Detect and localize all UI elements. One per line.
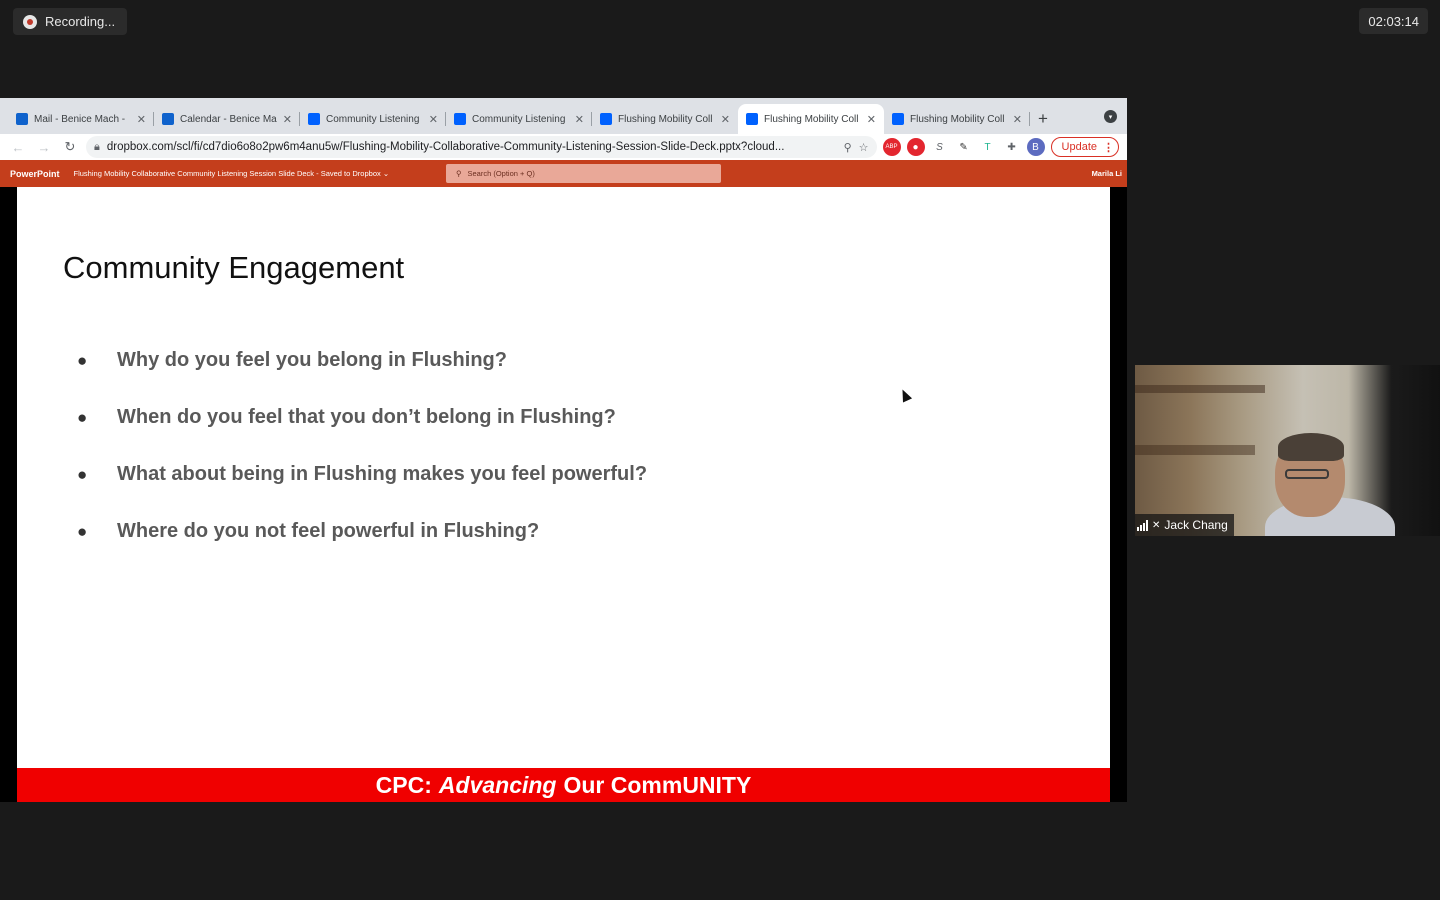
footer-suffix: Our CommUNITY — [563, 771, 752, 798]
participant-video-tile[interactable] — [1135, 365, 1440, 536]
bullet-text: Why do you feel you belong in Flushing? — [117, 349, 507, 371]
document-title[interactable]: Flushing Mobility Collaborative Community Listening Session Slide Deck - Saved to Dropbox ⌄ — [73, 169, 390, 178]
participant-name-tag — [1135, 514, 1234, 536]
tab-label: Calendar - Benice Ma — [180, 113, 277, 125]
list-item — [77, 332, 647, 389]
background-shelf — [1135, 385, 1265, 393]
footer-emphasis: Advancing — [438, 771, 557, 798]
adblock-icon[interactable]: ABP — [883, 138, 901, 156]
search-placeholder: Search (Option + Q) — [467, 169, 535, 178]
url-text: dropbox.com/scl/fi/cd7dio6o8o2pw6m4anu5w/Flushing-Mobility-Collaborative-Community-Listening-Session-Slide-Deck.pptx?cloud... — [106, 141, 785, 153]
extension-s-icon[interactable]: S — [936, 141, 943, 153]
list-item — [77, 446, 647, 503]
tab-search-icon[interactable]: ▾ — [1104, 110, 1117, 123]
recording-label: Recording... — [45, 14, 116, 29]
tab-label: Flushing Mobility Coll — [764, 113, 859, 125]
extension-pen-icon[interactable]: ✎ — [959, 141, 968, 153]
bullet-icon: ● — [77, 521, 88, 541]
extension-t-icon[interactable]: T — [984, 141, 991, 153]
powerpoint-header — [0, 160, 1127, 187]
app-name[interactable]: PowerPoint — [10, 168, 60, 179]
zoom-icon[interactable]: ⚲ — [843, 141, 852, 154]
close-icon[interactable]: ✕ — [1012, 113, 1022, 126]
participant-glasses — [1285, 469, 1329, 479]
slide-viewport — [0, 187, 1127, 802]
meeting-timer: 02:03:14 — [1359, 8, 1428, 34]
puzzle-icon[interactable]: ✚ — [1007, 141, 1016, 153]
list-item — [77, 503, 647, 560]
bullet-icon: ● — [77, 350, 88, 370]
slide-title: Community Engagement — [63, 250, 405, 285]
bookmark-star-icon[interactable]: ☆ — [858, 141, 869, 154]
bullet-icon: ● — [77, 464, 88, 484]
bullet-text: When do you feel that you don’t belong in Flushing? — [117, 406, 616, 428]
tab-label: Community Listening — [472, 113, 566, 125]
bullet-icon: ● — [77, 407, 88, 427]
profile-avatar[interactable]: B — [1027, 138, 1045, 156]
list-item — [77, 389, 647, 446]
forward-icon[interactable]: → — [37, 139, 51, 155]
slide — [17, 187, 1110, 802]
close-icon[interactable]: ✕ — [428, 113, 438, 126]
close-icon[interactable]: ✕ — [866, 113, 876, 126]
bullet-text: Where do you not feel powerful in Flushing? — [117, 520, 540, 542]
tab-mail[interactable] — [8, 104, 154, 134]
participant-name: Jack Chang — [1164, 518, 1228, 532]
tab-label: Community Listening — [326, 113, 420, 125]
tab-label: Flushing Mobility Coll — [618, 113, 713, 125]
record-icon — [23, 15, 37, 29]
tab-flushing-mobility-active[interactable] — [738, 104, 884, 134]
slide-footer-banner — [17, 768, 1110, 802]
recording-indicator[interactable] — [13, 8, 127, 35]
tab-community-listening-2[interactable] — [446, 104, 592, 134]
dropbox-icon — [454, 113, 466, 125]
background-shelf — [1135, 445, 1255, 455]
tab-label: Flushing Mobility Coll — [910, 113, 1005, 125]
address-bar[interactable] — [86, 136, 877, 158]
update-button[interactable] — [1051, 137, 1119, 157]
outlook-icon — [16, 113, 28, 125]
dropbox-icon — [308, 113, 320, 125]
search-input[interactable] — [446, 164, 721, 183]
user-name[interactable]: Marila Li — [1091, 169, 1122, 178]
muted-mic-icon: ✕ — [1152, 519, 1161, 531]
bullet-text: What about being in Flushing makes you feel powerful? — [117, 463, 648, 485]
back-icon[interactable]: ← — [11, 139, 25, 155]
dropbox-icon — [600, 113, 612, 125]
close-icon[interactable]: ✕ — [282, 113, 292, 126]
opera-icon[interactable]: ● — [907, 138, 925, 156]
bullet-list — [77, 332, 647, 560]
lock-icon: 🔒︎ — [94, 140, 100, 153]
dropbox-icon — [892, 113, 904, 125]
browser-window — [0, 98, 1127, 802]
tab-flushing-mobility-3[interactable] — [884, 104, 1030, 134]
footer-prefix: CPC: — [375, 771, 432, 798]
update-label: Update — [1061, 141, 1097, 153]
more-icon: ⋮ — [1103, 141, 1114, 154]
close-icon[interactable]: ✕ — [574, 113, 584, 126]
tab-label: Mail - Benice Mach - — [34, 113, 126, 125]
reload-icon[interactable]: ↻ — [64, 139, 76, 154]
tab-flushing-mobility-1[interactable] — [592, 104, 738, 134]
participant-hair — [1278, 433, 1344, 461]
tab-calendar[interactable] — [154, 104, 300, 134]
close-icon[interactable]: ✕ — [720, 113, 730, 126]
new-tab-button[interactable]: + — [1038, 109, 1048, 128]
dropbox-icon — [746, 113, 758, 125]
signal-strength-icon — [1137, 520, 1148, 531]
tab-community-listening-1[interactable] — [300, 104, 446, 134]
close-icon[interactable]: ✕ — [136, 113, 146, 126]
tab-strip — [0, 98, 1127, 134]
browser-toolbar — [0, 134, 1127, 160]
search-icon: ⚲ — [456, 169, 462, 178]
calendar-icon — [162, 113, 174, 125]
